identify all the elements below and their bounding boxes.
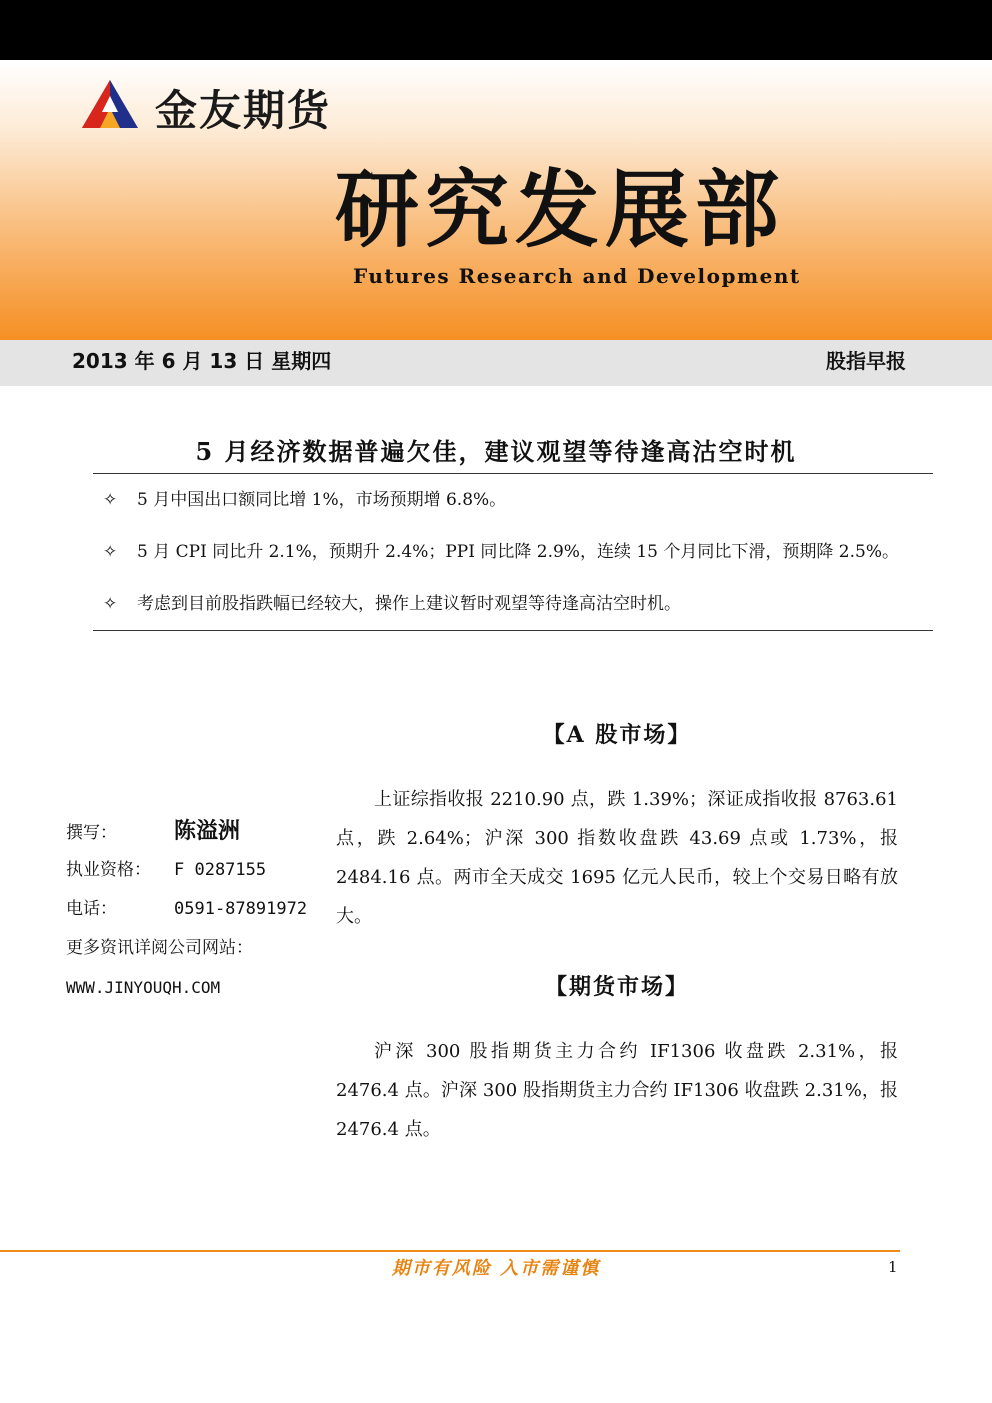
a-share-heading: 【A 股市场】 (542, 722, 692, 748)
license-value: F 0287155 (174, 860, 267, 880)
bullet-item (103, 590, 933, 642)
department-title: 研究发展部 (335, 160, 786, 259)
report-date: 2013 年 6 月 13 日 星期四 (72, 349, 332, 373)
risk-slogan: 期市有风险 入市需谨慎 (391, 1258, 601, 1279)
bullet-text: 考虑到目前股指跌幅已经较大，操作上建议暂时观望等待逢高沽空时机。 (137, 594, 681, 614)
futures-heading: 【期货市场】 (544, 974, 689, 1000)
triangle-logo-icon (80, 78, 140, 130)
phone-value: 0591-87891972 (174, 899, 308, 919)
company-name: 金友期货 (155, 86, 332, 135)
page-number: 1 (888, 1258, 898, 1276)
more-info-label: 更多资讯详阅公司网站： (66, 938, 253, 958)
futures-paragraph: 沪深 300 股指期货主力合约 IF1306 收盘跌 2.31%，报 2476.4 点。沪深 300 股指期货主力合约 IF1306 收盘跌 2.31%，报 2476.4 点。 (336, 1041, 898, 1140)
diamond-bullet-icon: ✧ (103, 594, 118, 614)
writer-name: 陈溢洲 (174, 819, 241, 844)
summary-bullets (103, 486, 933, 642)
headline: 5 月经济数据普遍欠佳，建议观望等待逢高沽空时机 (195, 437, 797, 466)
diamond-bullet-icon: ✧ (103, 542, 118, 562)
license-label: 执业资格： (66, 860, 151, 880)
writer-label: 撰写： (66, 823, 117, 843)
headline-rule-top (93, 473, 933, 474)
top-black-bar (0, 0, 992, 60)
bullet-text: 5 月 CPI 同比升 2.1%，预期升 2.4%；PPI 同比降 2.9%，连续 15 个月同比下滑，预期降 2.5%。 (137, 542, 899, 562)
diamond-bullet-icon: ✧ (103, 490, 118, 510)
website-link[interactable]: WWW.JINYOUQH.COM (66, 978, 221, 997)
author-info (66, 812, 346, 1007)
summary-rule-bottom (93, 630, 933, 631)
a-share-paragraph: 上证综指收报 2210.90 点，跌 1.39%；深证成指收报 8763.61 点，跌 2.64%；沪深 300 指数收盘跌 43.69 点或 1.73%，报 2484.16 点。两市全天成交 1695 亿元人民币，较上个交易日略有放大。 (336, 789, 898, 927)
report-type: 股指早报 (826, 349, 906, 373)
writer-row (66, 812, 346, 851)
department-subtitle: Futures Research and Development (353, 264, 801, 288)
bullet-text: 5 月中国出口额同比增 1%，市场预期增 6.8%。 (137, 490, 507, 510)
phone-row (66, 890, 346, 929)
bullet-item (103, 538, 933, 590)
footer-rule (0, 1250, 900, 1252)
phone-label: 电话： (66, 899, 117, 919)
license-row (66, 851, 346, 890)
bullet-item (103, 486, 933, 538)
